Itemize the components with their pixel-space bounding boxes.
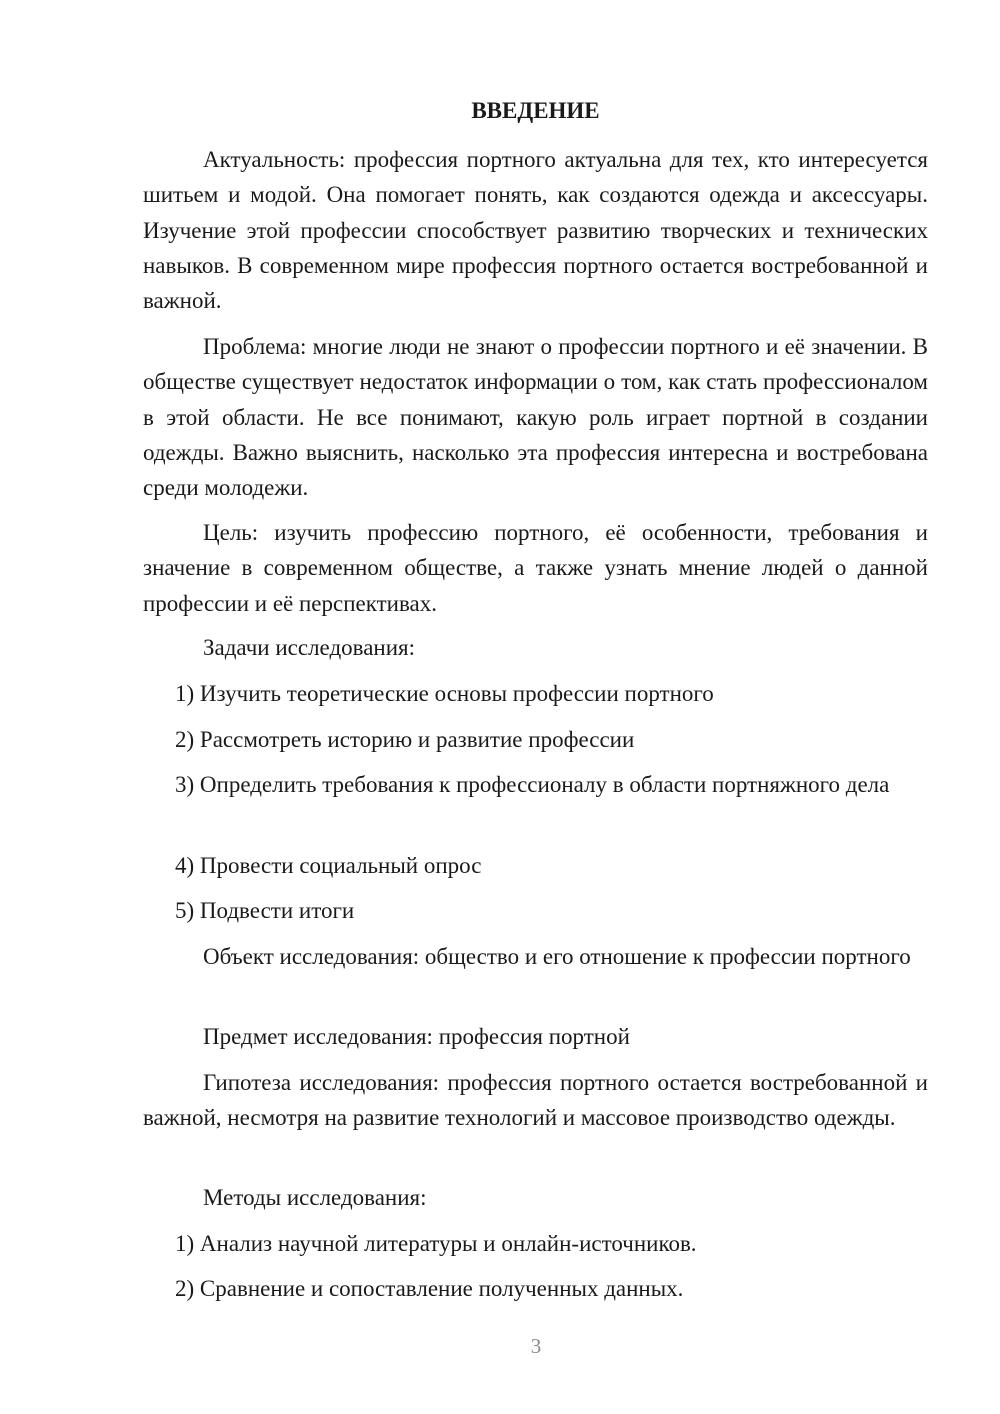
method-item-1: 1) Анализ научной литературы и онлайн-источников.: [175, 1231, 697, 1256]
paragraph-relevance: Актуальность: профессия портного актуальна для тех, кто интересуется шитьем и модой. Она помогает понять, как создаются одежда и аксессуары. Изучение этой профессии способствует развитию творческих и технических навыков. В современном мире профессия портного остается востребованной и важной.: [143, 147, 928, 314]
paragraph-hypothesis: Гипотеза исследования: профессия портного остается востребованной и важной, несмотря на развитие технологий и массовое производство одежды.: [143, 1070, 928, 1131]
paragraph-problem: Проблема: многие люди не знают о профессии портного и её значении. В обществе существует недостаток информации о том, как стать профессионалом в этой области. Не все понимают, какую роль играет портной в создании одежды. Важно выяснить, насколько эта профессия интересна и востребована среди молодежи.: [143, 334, 928, 501]
paragraph-goal: Цель: изучить профессию портного, её особенности, требования и значение в современном обществе, а также узнать мнение людей о данной профессии и её перспективах.: [143, 520, 928, 616]
paragraph-object: Объект исследования: общество и его отношение к профессии портного: [203, 944, 911, 969]
page-number: 3: [530, 1334, 542, 1358]
methods-heading: Методы исследования:: [203, 1185, 427, 1210]
paragraph-subject: Предмет исследования: профессия портной: [203, 1024, 630, 1049]
page-title: ВВЕДЕНИЕ: [471, 98, 600, 123]
task-item-5: 5) Подвести итоги: [175, 898, 355, 923]
tasks-heading: Задачи исследования:: [203, 635, 416, 660]
task-item-4: 4) Провести социальный опрос: [175, 853, 482, 878]
task-item-3: 3) Определить требования к профессионалу в области портняжного дела: [175, 772, 890, 797]
task-item-1: 1) Изучить теоретические основы профессии портного: [175, 681, 714, 706]
task-item-2: 2) Рассмотреть историю и развитие профессии: [175, 727, 635, 752]
method-item-2: 2) Сравнение и сопоставление полученных данных.: [175, 1276, 684, 1301]
